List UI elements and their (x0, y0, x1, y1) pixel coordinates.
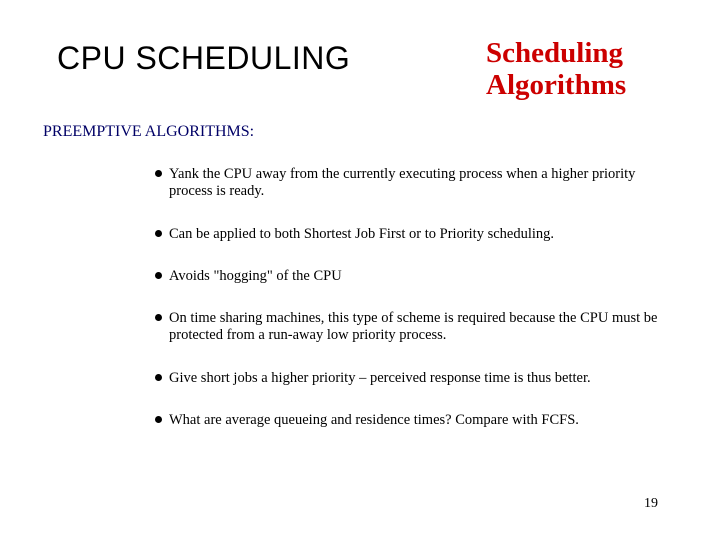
section-heading: PREEMPTIVE ALGORITHMS: (43, 123, 255, 140)
bullet-text: What are average queueing and residence times? Compare with FCFS. (169, 412, 579, 428)
subtitle-line-2: Algorithms (486, 69, 627, 101)
bullet-text: Can be applied to both Shortest Job First or to Priority scheduling. (169, 226, 555, 242)
bullet-item (155, 412, 675, 429)
bullet-dot-icon (155, 416, 162, 423)
slide-title: CPU SCHEDULING (57, 40, 351, 76)
bullet-item (155, 166, 675, 200)
bullet-text: Give short jobs a higher priority – perceived response time is thus better. (169, 370, 591, 386)
bullet-dot-icon (155, 170, 162, 177)
bullet-text: Yank the CPU away from the currently executing process when a higher priority process is ready. (169, 166, 636, 199)
bullet-item (155, 370, 675, 387)
subtitle-line-1: Scheduling (486, 37, 623, 69)
bullet-dot-icon (155, 314, 162, 321)
bullet-dot-icon (155, 374, 162, 381)
bullet-text: On time sharing machines, this type of scheme is required because the CPU must be protected from a run-away low priority process. (169, 310, 658, 343)
bullet-dot-icon (155, 272, 162, 279)
bullet-item (155, 310, 675, 344)
bullet-text: Avoids "hogging" of the CPU (169, 268, 342, 284)
bullet-item (155, 268, 675, 285)
bullet-dot-icon (155, 230, 162, 237)
bullet-item (155, 226, 675, 243)
slide-subtitle (486, 37, 626, 101)
page-number: 19 (644, 496, 658, 511)
